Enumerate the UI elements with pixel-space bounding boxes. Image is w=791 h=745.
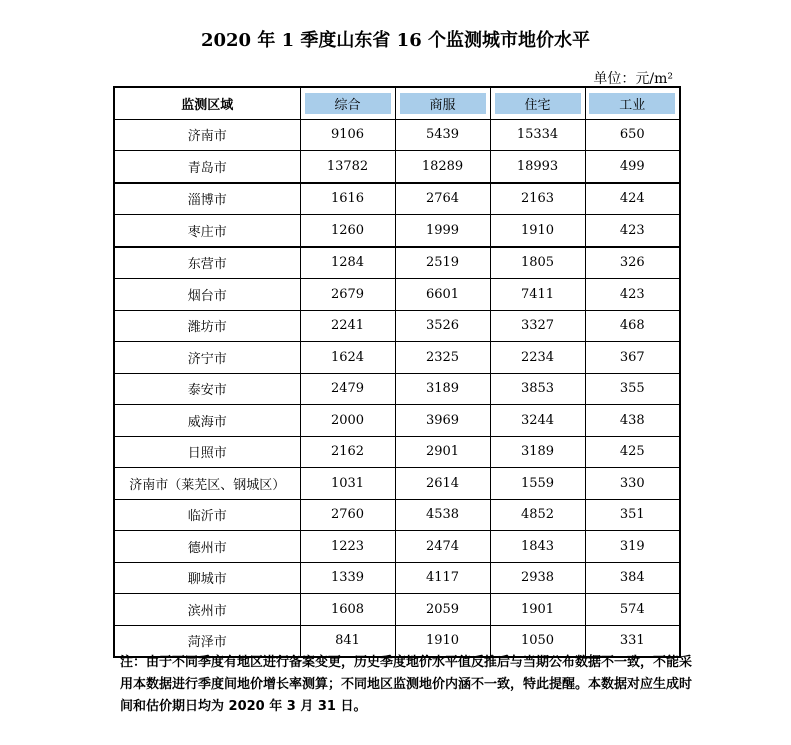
value-cell: 574 [585, 594, 680, 626]
value-cell: 1608 [300, 594, 395, 626]
value-cell: 3327 [490, 310, 585, 342]
value-cell: 2679 [300, 279, 395, 311]
value-cell: 367 [585, 342, 680, 374]
unit-label: 单位：元/m² [593, 71, 673, 87]
value-cell: 2325 [395, 342, 490, 374]
value-cell: 351 [585, 499, 680, 531]
value-cell: 3244 [490, 405, 585, 437]
value-cell: 438 [585, 405, 680, 437]
value-cell: 3526 [395, 310, 490, 342]
value-cell: 650 [585, 119, 680, 151]
value-cell: 1559 [490, 468, 585, 500]
header-residential: 住宅 [490, 87, 585, 119]
value-cell: 3189 [395, 373, 490, 405]
region-name-cell: 日照市 [114, 436, 300, 468]
page-title: 2020 年 1 季度山东省 16 个监测城市地价水平 [200, 30, 590, 51]
value-cell: 423 [585, 215, 680, 247]
region-name-cell: 菏泽市 [114, 625, 300, 657]
value-cell: 7411 [490, 279, 585, 311]
value-cell: 2162 [300, 436, 395, 468]
value-cell: 1339 [300, 562, 395, 594]
table-row [114, 183, 680, 215]
table-row [114, 342, 680, 374]
value-cell: 1999 [395, 215, 490, 247]
value-cell: 4852 [490, 499, 585, 531]
table-row [114, 247, 680, 279]
table-row [114, 310, 680, 342]
table-row [114, 594, 680, 626]
region-name-cell: 东营市 [114, 247, 300, 279]
value-cell: 841 [300, 625, 395, 657]
value-cell: 13782 [300, 151, 395, 183]
header-industrial: 工业 [585, 87, 680, 119]
region-name-cell: 济南市 [114, 119, 300, 151]
value-cell: 1050 [490, 625, 585, 657]
value-cell: 1624 [300, 342, 395, 374]
value-cell: 2938 [490, 562, 585, 594]
value-cell: 326 [585, 247, 680, 279]
value-cell: 384 [585, 562, 680, 594]
value-cell: 5439 [395, 119, 490, 151]
table-row [114, 531, 680, 563]
region-name-cell: 滨州市 [114, 594, 300, 626]
value-cell: 2764 [395, 183, 490, 215]
value-cell: 2760 [300, 499, 395, 531]
region-name-cell: 烟台市 [114, 279, 300, 311]
value-cell: 3189 [490, 436, 585, 468]
value-cell: 319 [585, 531, 680, 563]
value-cell: 423 [585, 279, 680, 311]
value-cell: 2059 [395, 594, 490, 626]
region-name-cell: 枣庄市 [114, 215, 300, 247]
region-name-cell: 泰安市 [114, 373, 300, 405]
value-cell: 425 [585, 436, 680, 468]
value-cell: 2901 [395, 436, 490, 468]
value-cell: 9106 [300, 119, 395, 151]
region-name-cell: 济宁市 [114, 342, 300, 374]
value-cell: 2241 [300, 310, 395, 342]
value-cell: 2519 [395, 247, 490, 279]
table-row [114, 468, 680, 500]
value-cell: 2234 [490, 342, 585, 374]
region-name-cell: 威海市 [114, 405, 300, 437]
value-cell: 1031 [300, 468, 395, 500]
table-row [114, 151, 680, 183]
table-row [114, 405, 680, 437]
region-name-cell: 聊城市 [114, 562, 300, 594]
value-cell: 499 [585, 151, 680, 183]
value-cell: 18289 [395, 151, 490, 183]
header-row [114, 87, 680, 119]
value-cell: 1901 [490, 594, 585, 626]
table-row [114, 436, 680, 468]
header-commercial: 商服 [395, 87, 490, 119]
table-row [114, 279, 680, 311]
value-cell: 468 [585, 310, 680, 342]
value-cell: 355 [585, 373, 680, 405]
value-cell: 330 [585, 468, 680, 500]
region-name-cell: 潍坊市 [114, 310, 300, 342]
value-cell: 424 [585, 183, 680, 215]
table-row [114, 373, 680, 405]
table-row [114, 499, 680, 531]
value-cell: 4538 [395, 499, 490, 531]
value-cell: 4117 [395, 562, 490, 594]
region-name-cell: 青岛市 [114, 151, 300, 183]
value-cell: 2163 [490, 183, 585, 215]
value-cell: 3969 [395, 405, 490, 437]
value-cell: 1223 [300, 531, 395, 563]
value-cell: 1805 [490, 247, 585, 279]
value-cell: 1843 [490, 531, 585, 563]
table-row [114, 562, 680, 594]
region-name-cell: 济南市（莱芜区、钢城区） [114, 468, 300, 500]
value-cell: 2474 [395, 531, 490, 563]
value-cell: 1616 [300, 183, 395, 215]
value-cell: 15334 [490, 119, 585, 151]
value-cell: 3853 [490, 373, 585, 405]
table-row [114, 119, 680, 151]
table-row [114, 215, 680, 247]
value-cell: 2000 [300, 405, 395, 437]
header-region: 监测区域 [114, 87, 300, 119]
value-cell: 1260 [300, 215, 395, 247]
value-cell: 6601 [395, 279, 490, 311]
value-cell: 1910 [395, 625, 490, 657]
region-name-cell: 德州市 [114, 531, 300, 563]
header-composite: 综合 [300, 87, 395, 119]
footnote: 注：由于不同季度有地区进行备案变更，历史季度地价水平值反推后与当期公布数据不一致，不能采用本数据进行季度间地价增长率测算；不同地区监测地价内涵不一致，特此提醒。本数据对应生成时间和估价期日均为 2020 年 3 月 31 日。 [120, 655, 693, 714]
value-cell: 2479 [300, 373, 395, 405]
value-cell: 1910 [490, 215, 585, 247]
value-cell: 2614 [395, 468, 490, 500]
value-cell: 1284 [300, 247, 395, 279]
region-name-cell: 临沂市 [114, 499, 300, 531]
land-price-table [113, 86, 681, 658]
value-cell: 331 [585, 625, 680, 657]
region-name-cell: 淄博市 [114, 183, 300, 215]
value-cell: 18993 [490, 151, 585, 183]
